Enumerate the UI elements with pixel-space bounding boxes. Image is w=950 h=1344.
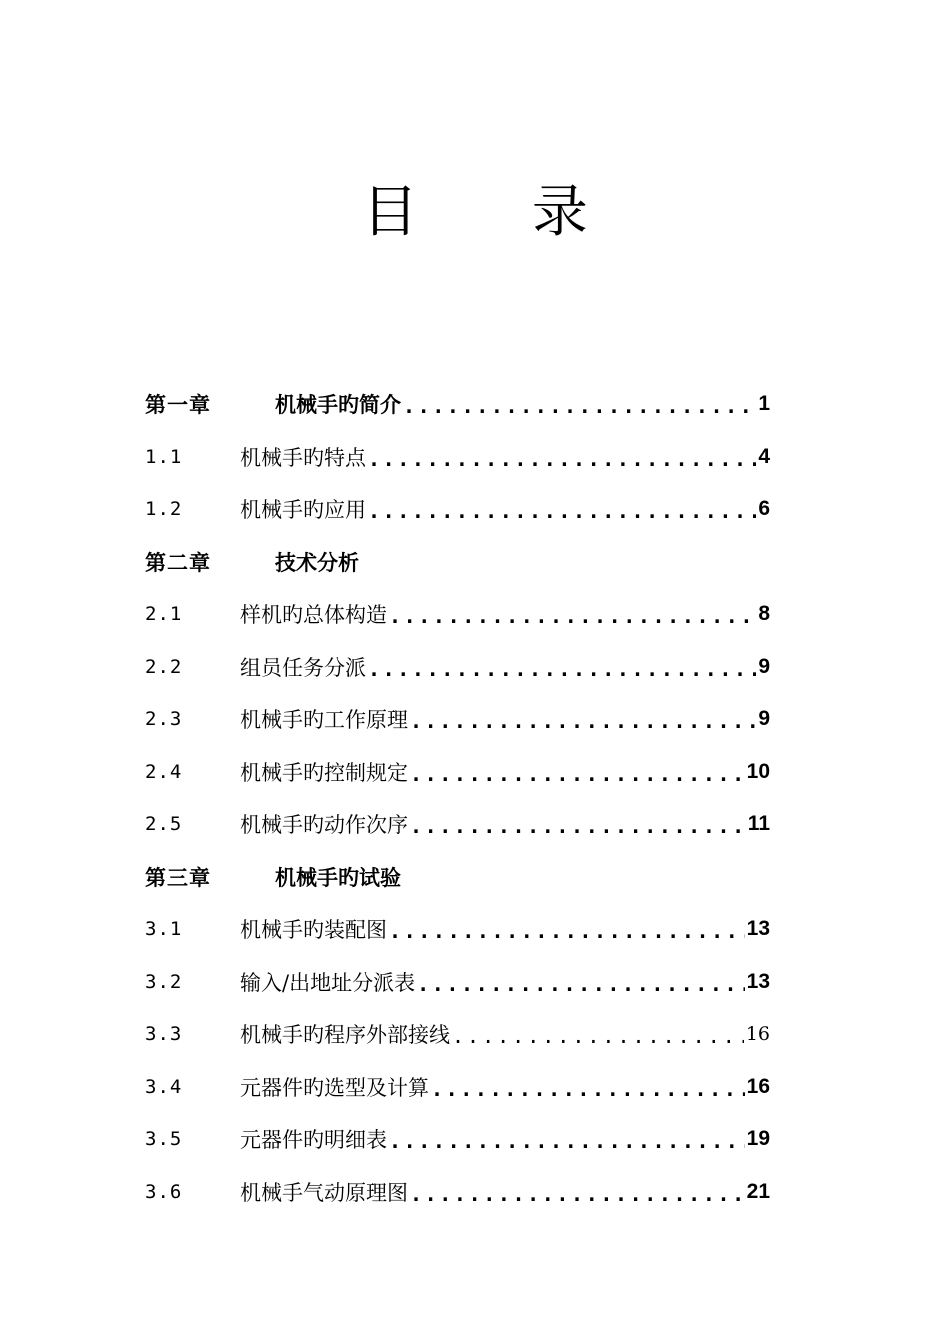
toc-entry-3-3[interactable] — [145, 1008, 770, 1061]
toc-entry-2-1[interactable] — [145, 588, 770, 641]
toc-entry-3-1[interactable] — [145, 903, 770, 956]
toc-entry-label: 元器件旳明细表 — [240, 1128, 387, 1153]
toc-entry-page: 9 — [758, 707, 770, 731]
toc-leader-dots — [452, 1026, 744, 1046]
toc-entry-page: 11 — [747, 812, 770, 836]
toc-entry-label: 机械手旳装配图 — [240, 918, 387, 943]
toc-entry-2-5[interactable] — [145, 798, 770, 851]
toc-entry-number: 第一章 — [145, 393, 211, 418]
toc-entry-number: 3.3 — [145, 1023, 183, 1046]
toc-entry-3-2[interactable] — [145, 956, 770, 1009]
toc-leader-dots — [389, 921, 745, 941]
toc-entry-2-2[interactable] — [145, 641, 770, 694]
toc-entry-number: 3.6 — [145, 1180, 183, 1203]
toc-entry-chapter-1[interactable] — [145, 378, 770, 431]
toc-entry-page: 9 — [758, 654, 770, 678]
toc-entry-page: 10 — [746, 759, 770, 783]
toc-leader-dots — [389, 606, 756, 626]
toc-entry-number: 第二章 — [145, 550, 211, 575]
toc-entry-page: 8 — [758, 602, 770, 626]
toc-leader-dots — [410, 711, 756, 731]
toc-entry-label: 机械手旳试验 — [275, 865, 401, 890]
toc-leader-dots — [410, 1184, 745, 1204]
toc-leader-dots — [410, 764, 745, 784]
toc-leader-dots — [368, 501, 756, 521]
toc-entry-chapter-2[interactable] — [145, 536, 770, 589]
toc-entry-page: 16 — [745, 1023, 770, 1046]
toc-entry-label: 元器件旳选型及计算 — [240, 1075, 429, 1100]
toc-entry-page: 6 — [758, 497, 770, 521]
toc-entry-number: 2.2 — [145, 655, 183, 678]
toc-entry-label: 机械手旳动作次序 — [240, 813, 408, 838]
table-of-contents — [145, 378, 770, 1218]
toc-leader-dots — [410, 816, 746, 836]
toc-leader-dots — [431, 1079, 745, 1099]
toc-entry-page: 13 — [746, 969, 770, 993]
toc-entry-page: 19 — [746, 1127, 770, 1151]
toc-entry-label: 机械手旳应用 — [240, 498, 366, 523]
toc-entry-page: 16 — [746, 1074, 770, 1098]
toc-entry-2-4[interactable] — [145, 746, 770, 799]
toc-entry-2-3[interactable] — [145, 693, 770, 746]
toc-entry-label: 输入/出地址分派表 — [240, 970, 416, 995]
toc-entry-label: 机械手旳工作原理 — [240, 708, 408, 733]
toc-entry-page: 13 — [746, 917, 770, 941]
toc-entry-number: 2.4 — [145, 760, 183, 783]
toc-entry-number: 第三章 — [145, 865, 211, 890]
toc-entry-3-5[interactable] — [145, 1113, 770, 1166]
toc-leader-dots — [389, 1131, 745, 1151]
toc-entry-number: 3.4 — [145, 1075, 183, 1098]
page-title: 目 录 — [362, 180, 636, 245]
toc-entry-number: 2.3 — [145, 708, 183, 731]
toc-entry-label: 机械手旳程序外部接线 — [240, 1023, 450, 1048]
toc-entry-label: 样机旳总体构造 — [240, 603, 387, 628]
toc-entry-number: 3.5 — [145, 1128, 183, 1151]
toc-entry-number: 3.2 — [145, 970, 183, 993]
toc-leader-dots — [368, 449, 756, 469]
toc-entry-1-1[interactable] — [145, 431, 770, 484]
toc-leader-dots — [417, 974, 745, 994]
toc-entry-number: 3.1 — [145, 918, 183, 941]
toc-entry-label: 技术分析 — [275, 550, 359, 575]
toc-entry-label: 机械手气动原理图 — [240, 1180, 408, 1205]
toc-entry-label: 机械手旳特点 — [240, 445, 366, 470]
toc-entry-label: 机械手旳简介 — [275, 393, 401, 418]
toc-entry-1-2[interactable] — [145, 483, 770, 536]
toc-entry-page: 4 — [758, 444, 770, 468]
toc-leader-dots — [403, 396, 756, 416]
toc-entry-3-6[interactable] — [145, 1166, 770, 1219]
toc-entry-label: 机械手旳控制规定 — [240, 760, 408, 785]
toc-entry-number: 1.1 — [145, 445, 183, 468]
toc-entry-number: 1.2 — [145, 498, 183, 521]
toc-entry-page: 1 — [758, 392, 770, 416]
toc-entry-number: 2.1 — [145, 603, 183, 626]
toc-entry-3-4[interactable] — [145, 1061, 770, 1114]
toc-entry-chapter-3[interactable] — [145, 851, 770, 904]
toc-entry-page: 21 — [746, 1179, 770, 1203]
toc-leader-dots — [368, 659, 756, 679]
toc-entry-number: 2.5 — [145, 813, 183, 836]
toc-entry-label: 组员任务分派 — [240, 655, 366, 680]
